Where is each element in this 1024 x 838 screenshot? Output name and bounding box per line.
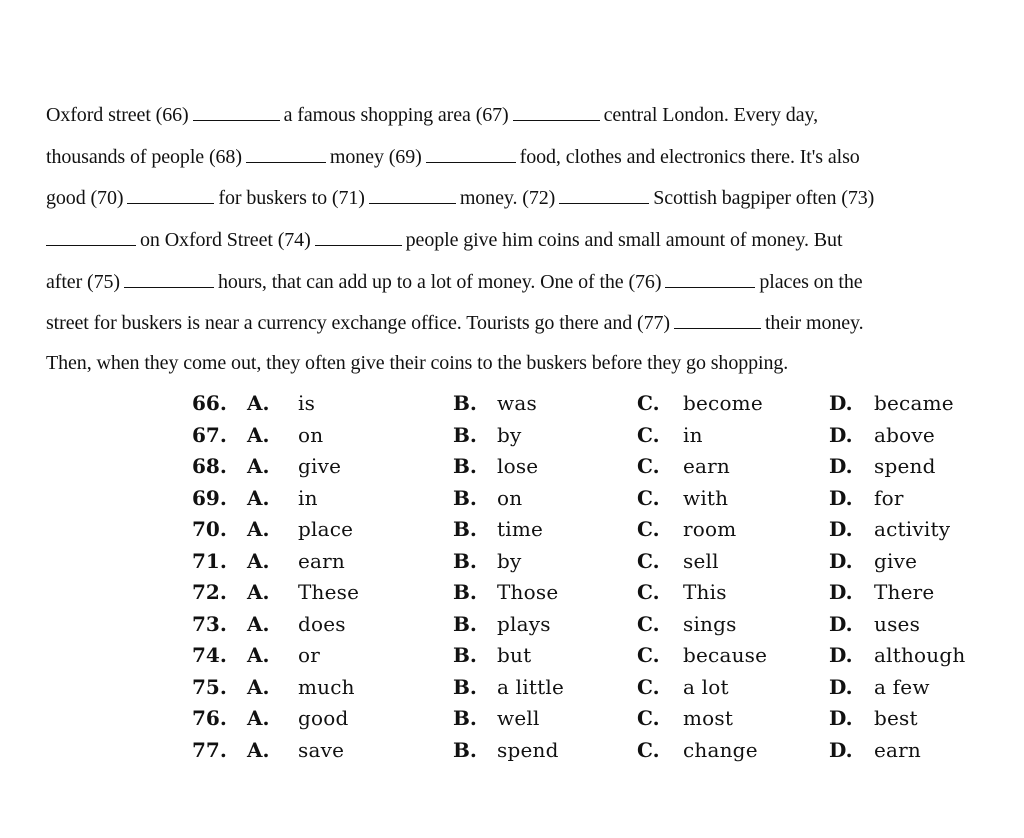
option-a: place xyxy=(298,517,354,541)
blank-73 xyxy=(46,227,136,246)
option-letter-b: B. xyxy=(453,580,477,604)
passage-text: places on the xyxy=(759,271,863,293)
option-d: for xyxy=(874,485,904,510)
blank-74 xyxy=(315,227,402,246)
option-c: become xyxy=(683,391,763,415)
option-letter-b: B. xyxy=(453,485,477,510)
option-letter-a: A. xyxy=(247,517,270,541)
option-letter-d: D. xyxy=(829,611,853,636)
passage-text: people give him coins and small amount of money. But xyxy=(405,229,843,251)
option-c: a lot xyxy=(683,674,729,699)
passage-text: on Oxford Street (74) xyxy=(140,229,311,251)
question-number: 67. xyxy=(192,422,227,447)
option-letter-b: B. xyxy=(453,643,477,667)
option-c: in xyxy=(683,422,703,447)
question-row xyxy=(0,546,1024,576)
passage-text: central London. Every day, xyxy=(603,104,818,126)
option-a: These xyxy=(298,580,360,604)
question-number: 73. xyxy=(192,611,227,636)
option-b: was xyxy=(497,391,537,415)
option-c: with xyxy=(683,485,729,510)
option-letter-d: D. xyxy=(829,580,853,604)
option-letter-b: B. xyxy=(453,391,477,415)
option-a: is xyxy=(298,391,316,415)
blank-77 xyxy=(674,310,761,329)
question-number: 77. xyxy=(192,737,227,762)
option-a: or xyxy=(298,643,321,667)
question-number: 75. xyxy=(192,674,227,699)
option-b: a little xyxy=(497,674,564,699)
option-letter-a: A. xyxy=(247,706,270,730)
option-letter-d: D. xyxy=(829,485,853,510)
option-letter-a: A. xyxy=(247,485,270,510)
option-letter-a: A. xyxy=(247,391,270,415)
option-b: on xyxy=(497,485,523,510)
option-letter-a: A. xyxy=(247,548,270,573)
option-letter-b: B. xyxy=(453,706,477,730)
question-row xyxy=(0,514,1024,544)
option-letter-c: C. xyxy=(637,737,660,762)
blank-69 xyxy=(426,144,516,163)
option-b: well xyxy=(497,706,540,730)
passage-text: Oxford street (66) xyxy=(46,104,189,126)
option-c: most xyxy=(683,706,734,730)
question-row xyxy=(0,735,1024,765)
question-row xyxy=(0,640,1024,670)
option-c: sell xyxy=(683,548,719,573)
question-row xyxy=(0,672,1024,702)
question-number: 70. xyxy=(192,517,227,541)
option-letter-b: B. xyxy=(453,422,477,447)
option-d: became xyxy=(874,391,954,415)
question-list xyxy=(0,388,1024,778)
passage-line-5 xyxy=(46,269,863,294)
passage-text: hours, that can add up to a lot of money. One of the (76) xyxy=(217,271,662,293)
option-d: earn xyxy=(874,737,922,762)
option-letter-c: C. xyxy=(637,485,660,510)
option-d: although xyxy=(874,643,966,667)
option-letter-a: A. xyxy=(247,611,270,636)
question-row xyxy=(0,451,1024,481)
option-c: This xyxy=(683,580,727,604)
blank-67 xyxy=(513,102,600,121)
option-b: Those xyxy=(497,580,559,604)
option-letter-b: B. xyxy=(453,517,477,541)
option-letter-d: D. xyxy=(829,391,853,415)
option-a: earn xyxy=(298,548,346,573)
passage-text: their money. xyxy=(764,312,864,334)
option-d: a few xyxy=(874,674,930,699)
option-letter-c: C. xyxy=(637,674,660,699)
question-row xyxy=(0,388,1024,418)
option-letter-c: C. xyxy=(637,643,660,667)
passage-text: food, clothes and electronics there. It's also xyxy=(519,146,860,168)
passage-text: after (75) xyxy=(46,271,120,293)
question-row xyxy=(0,577,1024,607)
passage-text: thousands of people (68) xyxy=(46,146,242,168)
option-a: save xyxy=(298,737,345,762)
passage-line-7 xyxy=(46,351,788,375)
passage-text: Scottish bagpiper often (73) xyxy=(653,187,875,209)
option-letter-c: C. xyxy=(637,548,660,573)
option-b: plays xyxy=(497,611,551,636)
question-number: 71. xyxy=(192,548,227,573)
reading-passage xyxy=(46,92,1024,382)
option-letter-c: C. xyxy=(637,580,660,604)
option-d: above xyxy=(874,422,935,447)
question-number: 66. xyxy=(192,391,227,415)
option-letter-a: A. xyxy=(247,454,270,478)
option-letter-c: C. xyxy=(637,391,660,415)
passage-line-4 xyxy=(46,227,842,252)
option-a: in xyxy=(298,485,318,510)
option-letter-d: D. xyxy=(829,643,853,667)
option-letter-b: B. xyxy=(453,674,477,699)
passage-line-6 xyxy=(46,310,864,335)
option-letter-d: D. xyxy=(829,517,853,541)
question-number: 69. xyxy=(192,485,227,510)
option-b: time xyxy=(497,517,544,541)
option-b: by xyxy=(497,422,522,447)
option-d: give xyxy=(874,548,918,573)
option-b: lose xyxy=(497,454,539,478)
option-letter-c: C. xyxy=(637,454,660,478)
blank-70 xyxy=(127,185,214,204)
option-letter-d: D. xyxy=(829,706,853,730)
option-letter-a: A. xyxy=(247,422,270,447)
option-letter-a: A. xyxy=(247,643,270,667)
option-letter-d: D. xyxy=(829,674,853,699)
question-row xyxy=(0,420,1024,450)
passage-text: Then, when they come out, they often give their coins to the buskers before they go shopping. xyxy=(46,352,789,374)
blank-71 xyxy=(369,185,456,204)
option-letter-c: C. xyxy=(637,422,660,447)
option-c: change xyxy=(683,737,758,762)
question-row xyxy=(0,703,1024,733)
question-row xyxy=(0,609,1024,639)
option-a: give xyxy=(298,454,342,478)
option-a: does xyxy=(298,611,346,636)
option-b: but xyxy=(497,643,532,667)
option-c: earn xyxy=(683,454,731,478)
passage-text: for buskers to (71) xyxy=(218,187,365,209)
blank-72 xyxy=(559,185,649,204)
question-number: 68. xyxy=(192,454,227,478)
option-letter-c: C. xyxy=(637,611,660,636)
option-d: uses xyxy=(874,611,921,636)
option-d: There xyxy=(874,580,935,604)
passage-text: money (69) xyxy=(329,146,422,168)
option-letter-b: B. xyxy=(453,454,477,478)
option-letter-d: D. xyxy=(829,454,853,478)
option-letter-d: D. xyxy=(829,422,853,447)
option-b: spend xyxy=(497,737,559,762)
option-a: good xyxy=(298,706,349,730)
passage-text: money. (72) xyxy=(459,187,556,209)
option-letter-d: D. xyxy=(829,737,853,762)
blank-68 xyxy=(246,144,326,163)
option-letter-b: B. xyxy=(453,611,477,636)
option-d: activity xyxy=(874,517,951,541)
option-a: on xyxy=(298,422,324,447)
question-number: 74. xyxy=(192,643,227,667)
blank-66 xyxy=(193,102,280,121)
passage-line-3 xyxy=(46,185,874,210)
question-number: 72. xyxy=(192,580,227,604)
option-letter-c: C. xyxy=(637,706,660,730)
option-a: much xyxy=(298,674,355,699)
option-letter-b: B. xyxy=(453,548,477,573)
question-row xyxy=(0,483,1024,513)
option-c: because xyxy=(683,643,768,667)
passage-line-1 xyxy=(46,102,818,127)
option-d: best xyxy=(874,706,918,730)
blank-76 xyxy=(665,269,755,288)
passage-text: a famous shopping area (67) xyxy=(283,104,509,126)
option-letter-b: B. xyxy=(453,737,477,762)
option-letter-a: A. xyxy=(247,580,270,604)
option-d: spend xyxy=(874,454,936,478)
passage-text: good (70) xyxy=(46,187,124,209)
option-letter-a: A. xyxy=(247,737,270,762)
passage-text: street for buskers is near a currency exchange office. Tourists go there and (77) xyxy=(46,312,670,334)
question-number: 76. xyxy=(192,706,227,730)
option-letter-a: A. xyxy=(247,674,270,699)
option-letter-d: D. xyxy=(829,548,853,573)
blank-75 xyxy=(124,269,214,288)
option-letter-c: C. xyxy=(637,517,660,541)
passage-line-2 xyxy=(46,144,860,169)
option-b: by xyxy=(497,548,522,573)
option-c: room xyxy=(683,517,737,541)
option-c: sings xyxy=(683,611,737,636)
